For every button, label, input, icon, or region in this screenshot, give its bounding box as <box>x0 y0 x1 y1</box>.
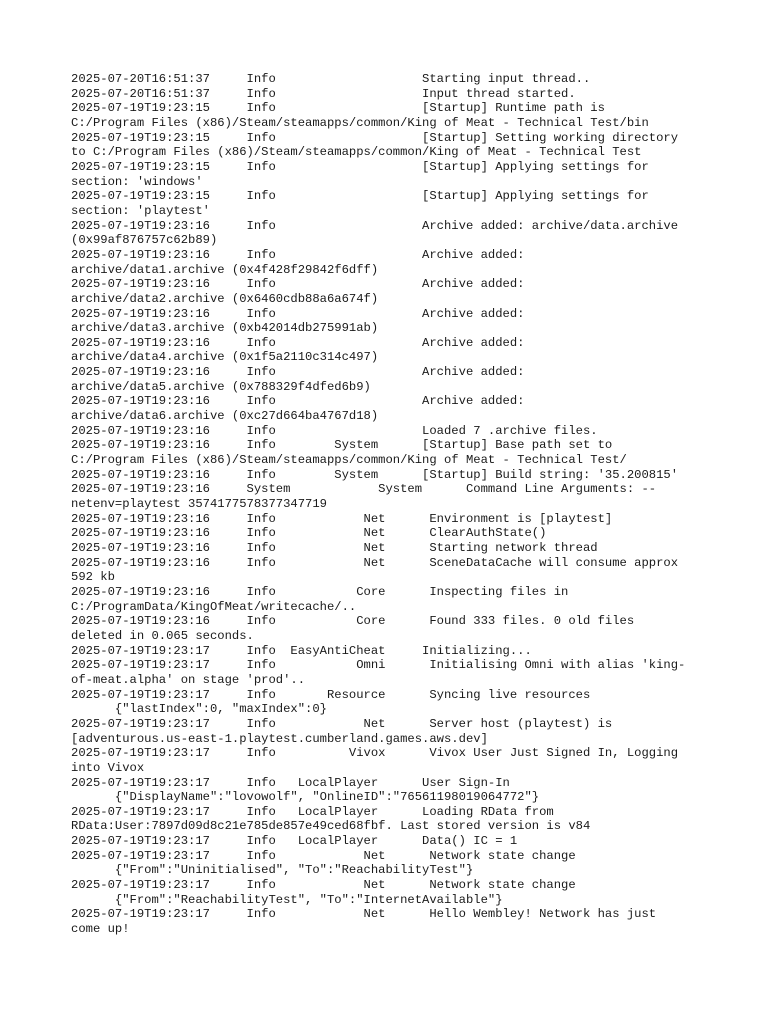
log-document <box>71 72 761 937</box>
log-line: 2025-07-19T19:23:17 Info LocalPlayer Data() IC = 1 <box>71 834 518 849</box>
log-line: 2025-07-19T19:23:16 Info Net ClearAuthState() <box>71 526 547 541</box>
log-line: deleted in 0.065 seconds. <box>71 628 254 643</box>
log-line: 2025-07-19T19:23:17 Info Vivox Vivox User Just Signed In, Logging <box>71 746 679 761</box>
log-line: section: 'windows' <box>71 174 203 189</box>
log-line: 2025-07-19T19:23:16 Info Net Starting network thread <box>71 541 598 555</box>
log-line: 2025-07-19T19:23:16 Info Core Found 333 files. 0 old files <box>71 614 635 629</box>
log-line: 2025-07-19T19:23:16 Info System [Startup] Base path set to <box>71 438 613 453</box>
log-line: 2025-07-19T19:23:16 Info Core Inspecting files in <box>71 584 569 599</box>
log-line: archive/data1.archive (0x4f428f29842f6dff) <box>71 262 379 277</box>
log-line: netenv=playtest 3574177578377347719 <box>71 497 327 512</box>
log-line: 2025-07-19T19:23:16 Info Net SceneDataCache will consume approx <box>71 555 679 570</box>
log-line: 2025-07-19T19:23:16 Info Archive added: <box>71 335 525 350</box>
log-line: come up! <box>71 922 130 937</box>
log-line: archive/data5.archive (0x788329f4dfed6b9) <box>71 379 371 394</box>
log-line: C:/ProgramData/KingOfMeat/writecache/.. <box>71 599 357 614</box>
log-line: 2025-07-19T19:23:16 Info Archive added: <box>71 365 525 380</box>
log-line: section: 'playtest' <box>71 203 210 218</box>
log-line: 2025-07-19T19:23:17 Info Resource Syncing live resources <box>71 687 591 702</box>
log-line: archive/data3.archive (0xb42014db275991ab) <box>71 321 379 336</box>
log-line: [adventurous.us-east-1.playtest.cumberland.games.aws.dev] <box>71 731 488 746</box>
log-line: {"From":"ReachabilityTest", "To":"InternetAvailable"} <box>71 892 503 907</box>
log-line: (0x99af876757c62b89) <box>71 233 218 248</box>
log-line: 2025-07-19T19:23:16 Info System [Startup] Build string: '35.200815' <box>71 467 679 482</box>
log-line: into Vivox <box>71 760 145 775</box>
log-line: C:/Program Files (x86)/Steam/steamapps/common/King of Meat - Technical Test/bin <box>71 115 649 130</box>
log-line: 2025-07-19T19:23:17 Info Net Server host (playtest) is <box>71 716 613 731</box>
log-line: {"From":"Uninitialised", "To":"ReachabilityTest"} <box>71 863 474 878</box>
log-line: 2025-07-19T19:23:16 Info Net Environment is [playtest] <box>71 511 613 526</box>
log-line: {"lastIndex":0, "maxIndex":0} <box>71 702 327 717</box>
log-line: 592 kb <box>71 570 115 585</box>
log-line: 2025-07-19T19:23:16 Info Archive added: <box>71 277 525 292</box>
log-line: 2025-07-19T19:23:17 Info Net Network state change <box>71 878 576 893</box>
log-line: 2025-07-20T16:51:37 Info Input thread started. <box>71 86 576 101</box>
log-line: 2025-07-19T19:23:16 Info Archive added: archive/data.archive <box>71 218 679 233</box>
log-line: C:/Program Files (x86)/Steam/steamapps/common/King of Meat - Technical Test/ <box>71 453 627 468</box>
log-line: 2025-07-19T19:23:16 Info Archive added: <box>71 247 525 262</box>
log-line: RData:User:7897d09d8c21e785de857e49ced68fbf. Last stored version is v84 <box>71 819 591 834</box>
log-line: 2025-07-19T19:23:17 Info Net Network state change <box>71 848 576 863</box>
log-line: 2025-07-20T16:51:37 Info Starting input thread.. <box>71 72 591 86</box>
log-line: 2025-07-19T19:23:16 Info Archive added: <box>71 394 525 409</box>
log-line: 2025-07-19T19:23:16 Info Loaded 7 .archive files. <box>71 423 598 438</box>
log-line: of-meat.alpha' on stage 'prod'.. <box>71 672 306 687</box>
log-line: 2025-07-19T19:23:17 Info LocalPlayer User Sign-In <box>71 775 510 790</box>
log-line: 2025-07-19T19:23:15 Info [Startup] Applying settings for <box>71 159 649 174</box>
log-line: 2025-07-19T19:23:15 Info [Startup] Setting working directory <box>71 130 679 145</box>
log-line: 2025-07-19T19:23:15 Info [Startup] Applying settings for <box>71 189 649 204</box>
log-line: 2025-07-19T19:23:17 Info Omni Initialising Omni with alias 'king- <box>71 658 686 673</box>
log-line: archive/data2.archive (0x6460cdb88a6a674f) <box>71 291 379 306</box>
log-line: 2025-07-19T19:23:17 Info Net Hello Wembley! Network has just <box>71 907 657 922</box>
log-line: 2025-07-19T19:23:17 Info LocalPlayer Loading RData from <box>71 804 554 819</box>
log-line: 2025-07-19T19:23:16 Info Archive added: <box>71 306 525 321</box>
log-line: archive/data4.archive (0x1f5a2110c314c497) <box>71 350 379 365</box>
log-line: 2025-07-19T19:23:15 Info [Startup] Runtime path is <box>71 101 605 116</box>
log-line: 2025-07-19T19:23:17 Info EasyAntiCheat Initializing... <box>71 643 532 658</box>
log-line: archive/data6.archive (0xc27d664ba4767d18) <box>71 409 379 424</box>
log-line: {"DisplayName":"lovowolf", "OnlineID":"76561198019064772"} <box>71 790 540 805</box>
log-line: 2025-07-19T19:23:16 System System Command Line Arguments: -- <box>71 482 657 497</box>
log-line: to C:/Program Files (x86)/Steam/steamapps/common/King of Meat - Technical Test <box>71 145 642 160</box>
